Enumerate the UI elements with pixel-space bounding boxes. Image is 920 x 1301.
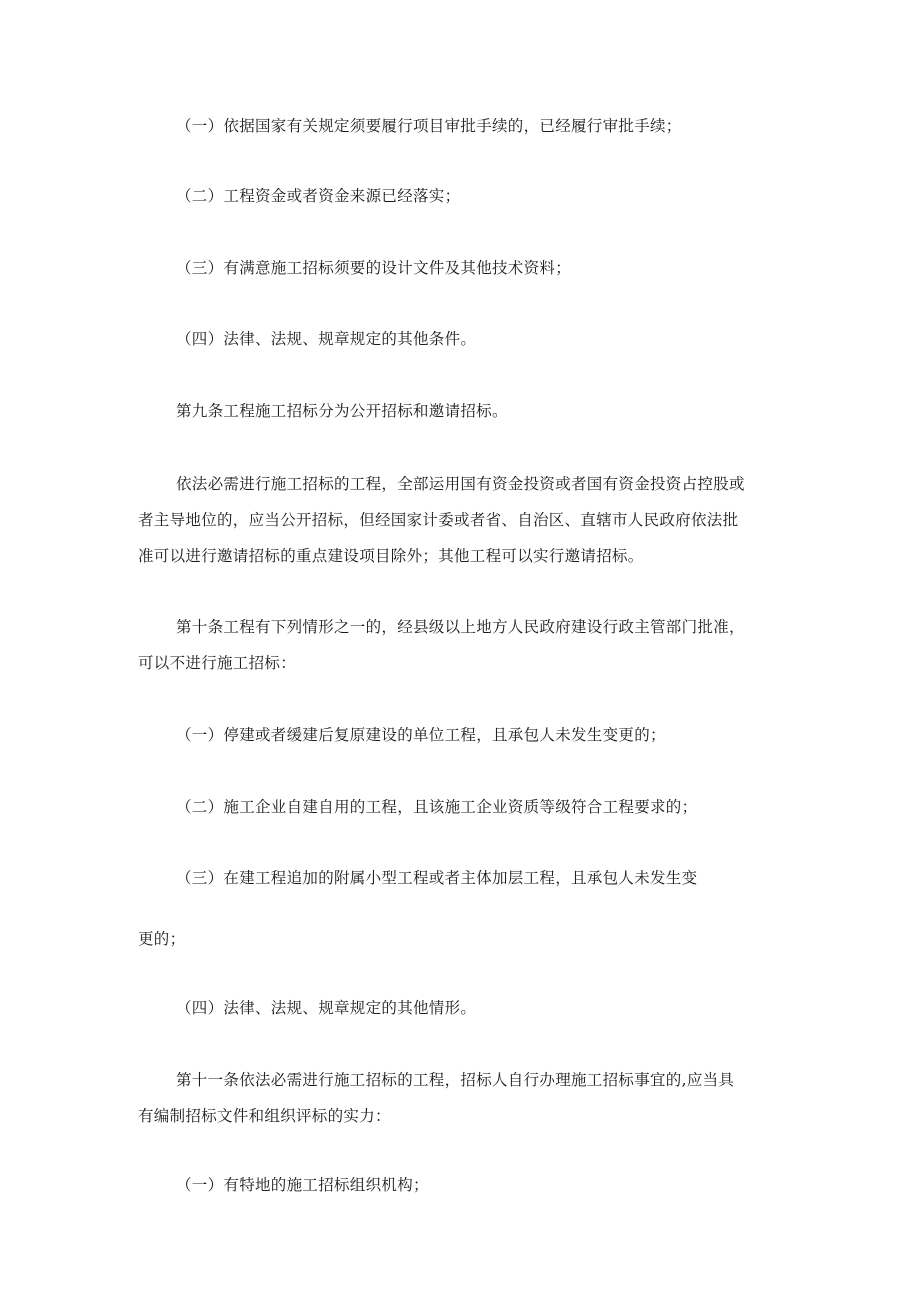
article-10-item-2: （二）施工企业自建自用的工程，且该施工企业资质等级符合工程要求的； — [176, 798, 698, 816]
article-10-line-1: 第十条工程有下列情形之一的，经县级以上地方人民政府建设行政主管部门批准， — [176, 618, 745, 636]
article-10-item-1: （一）停建或者缓建后复原建设的单位工程，且承包人未发生变更的； — [176, 726, 666, 744]
item-3: （三）有满意施工招标须要的设计文件及其他技术资料； — [176, 259, 572, 277]
article-11-line-1: 第十一条依法必需进行施工招标的工程，招标人自行办理施工招标事宜的,应当具 — [176, 1071, 735, 1089]
article-10-item-3: （三）在建工程追加的附属小型工程或者主体加层工程，且承包人未发生变 — [176, 869, 698, 887]
article-10-line-2: 可以不进行施工招标： — [138, 654, 297, 672]
article-11-paragraph — [138, 1062, 734, 1134]
article-9-line-2: 者主导地位的，应当公开招标，但经国家计委或者省、自治区、直辖市人民政府依法批 — [138, 511, 739, 529]
article-9-paragraph — [138, 466, 745, 574]
article-9-line-1: 依法必需进行施工招标的工程，全部运用国有资金投资或者国有资金投资占控股或 — [176, 475, 745, 493]
article-9-line-3: 准可以进行邀请招标的重点建设项目除外；其他工程可以实行邀请招标。 — [138, 547, 644, 565]
article-10-paragraph — [138, 609, 745, 681]
article-10-item-3-cont: 更的； — [138, 930, 186, 948]
article-11-item-1: （一）有特地的施工招标组织机构； — [176, 1176, 429, 1194]
article-11-line-2: 有编制招标文件和组织评标的实力： — [138, 1107, 391, 1125]
item-2: （二）工程资金或者资金来源已经落实； — [176, 187, 461, 205]
article-9-title: 第九条工程施工招标分为公开招标和邀请招标。 — [176, 402, 508, 420]
article-10-item-4: （四）法律、法规、规章规定的其他情形。 — [176, 999, 477, 1017]
item-1: （一）依据国家有关规定须要履行项目审批手续的，已经履行审批手续； — [176, 117, 682, 135]
item-4: （四）法律、法规、规章规定的其他条件。 — [176, 330, 477, 348]
